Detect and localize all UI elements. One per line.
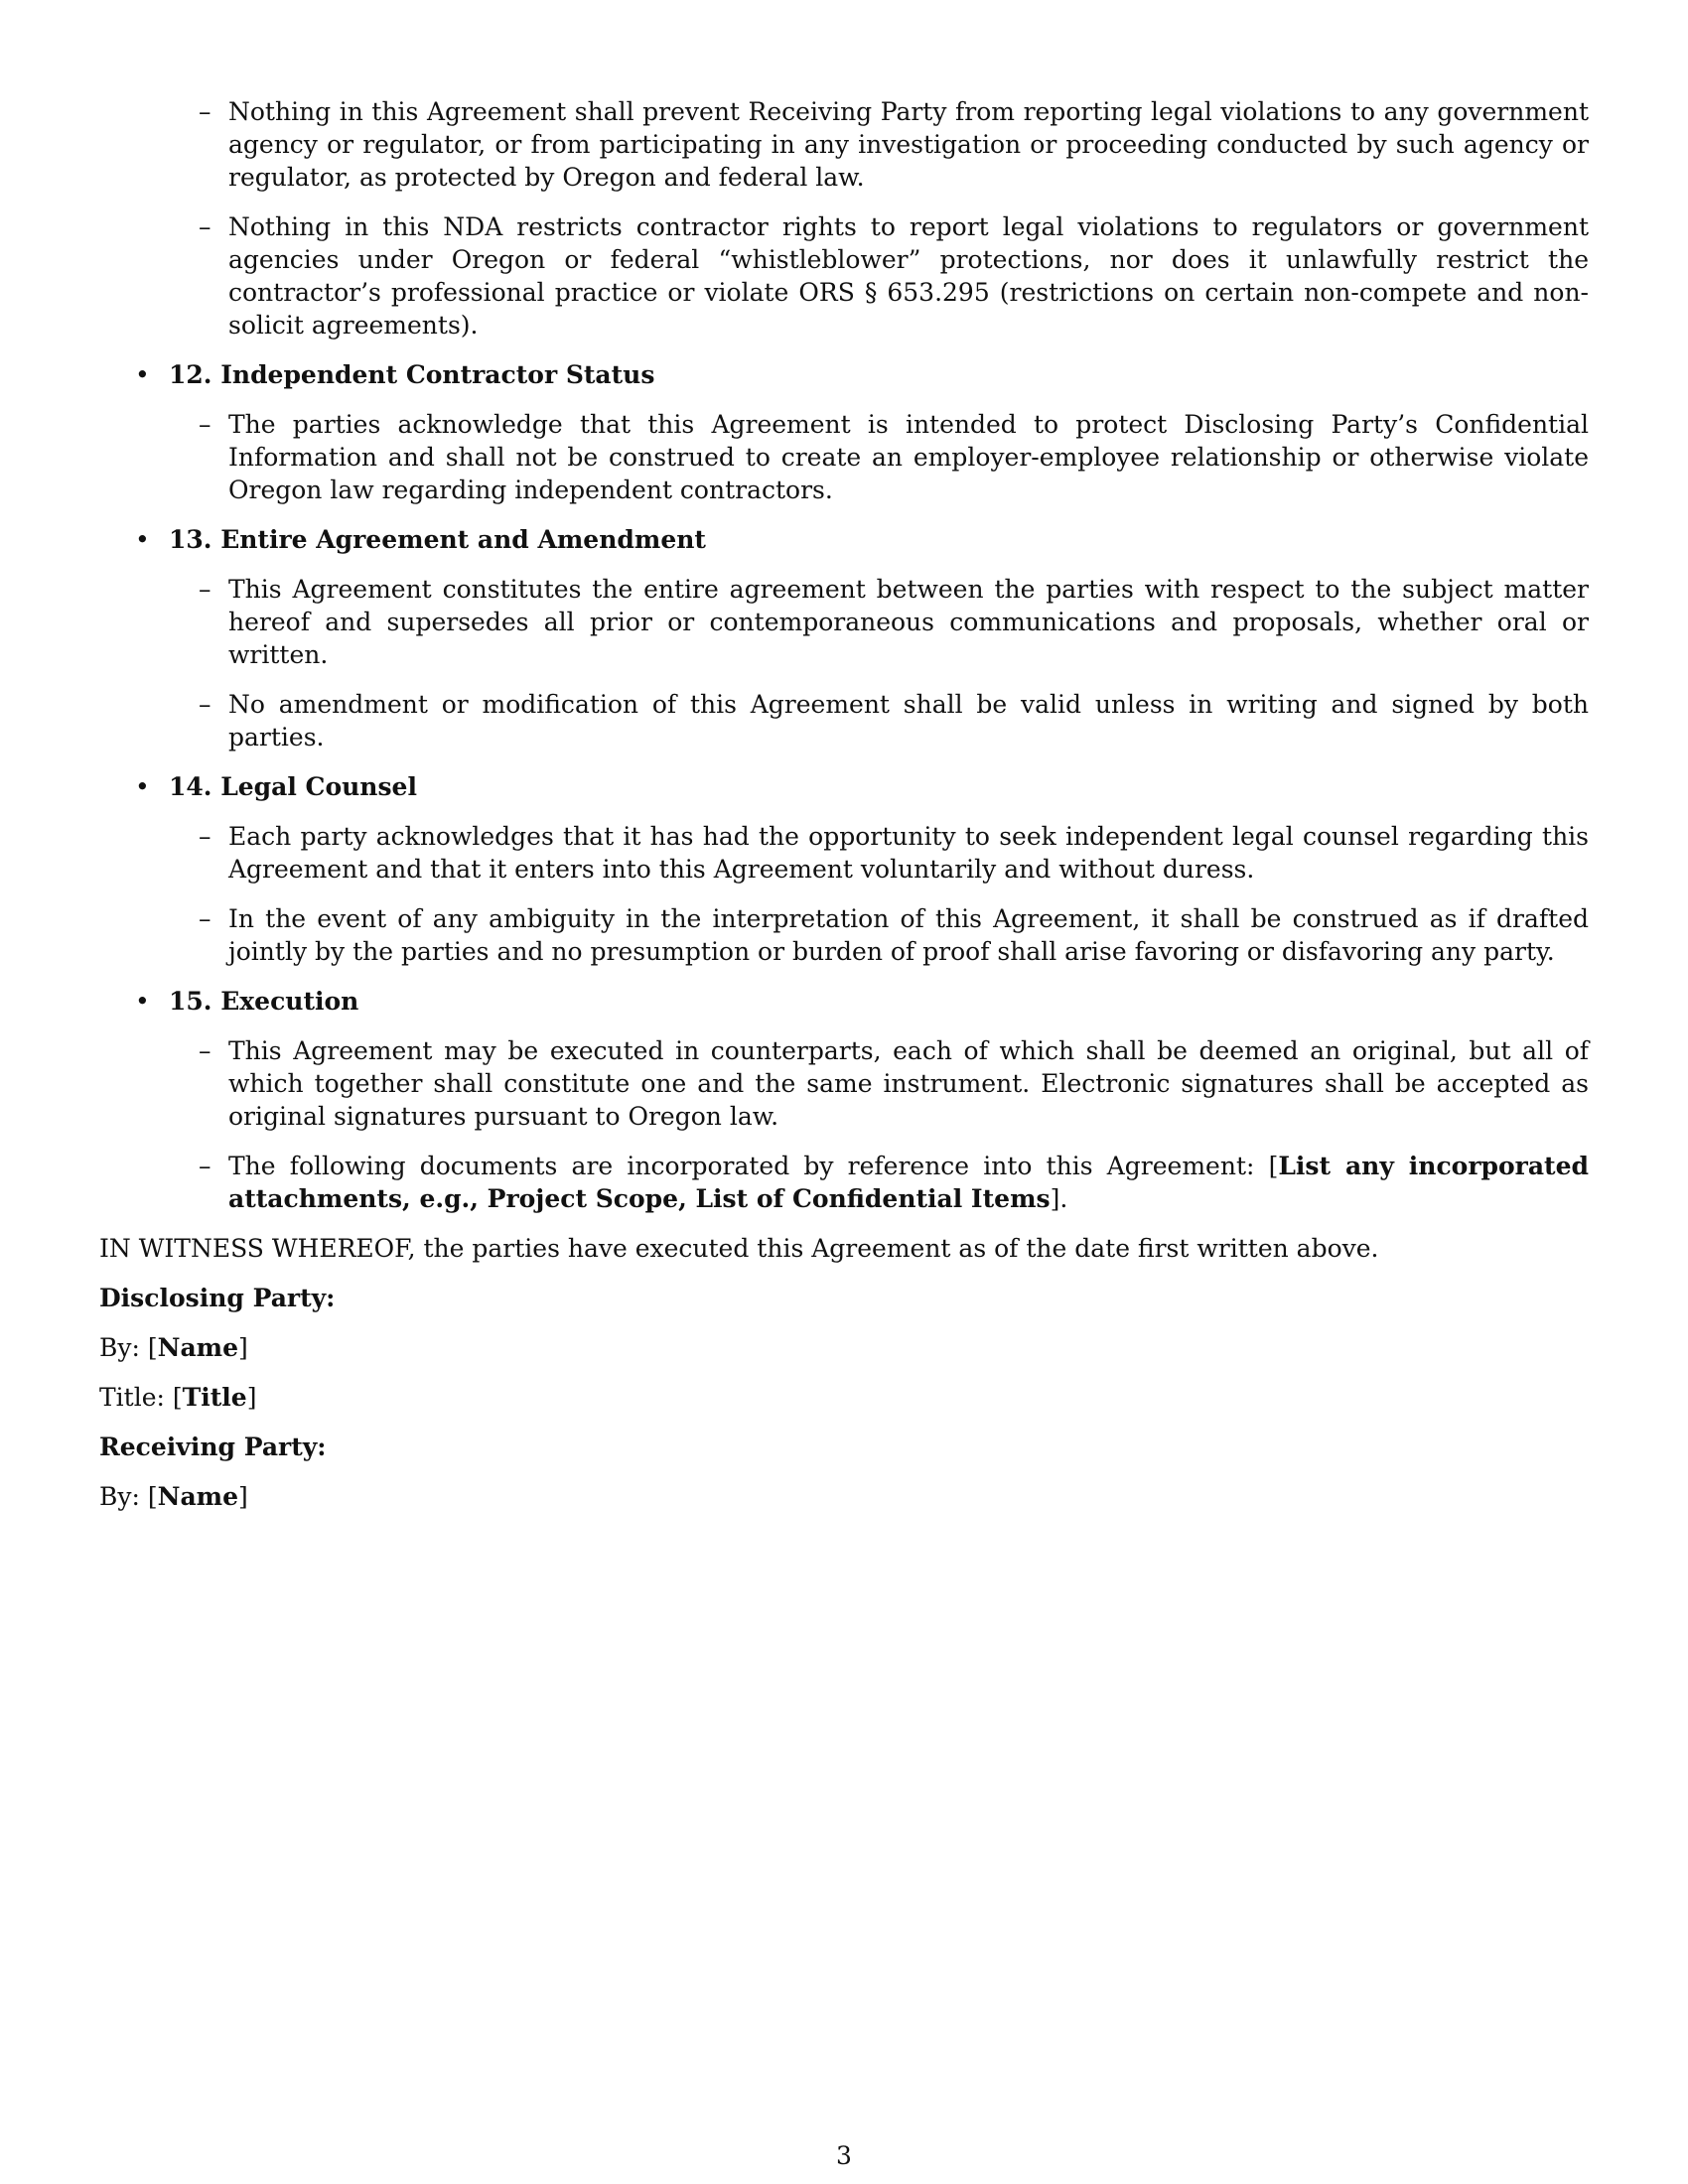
disclosing-title-line: Title: [Title]	[99, 1383, 257, 1412]
clause-11-item-1: – Nothing in this Agreement shall prevent Receiving Party from reporting legal violations to any government agency or regulator, or from participating in any investigation or proceeding conducted by such agency or regulator, as protected by Oregon and federal law.	[199, 97, 1589, 192]
attachments-placeholder: List any incorporated attachments, e.g., Project Scope, List of Confidential Items	[228, 1152, 1589, 1213]
disclosing-name-placeholder: Name	[157, 1333, 239, 1362]
clause-12-item-1: – The parties acknowledge that this Agreement is intended to protect Disclosing Party’s Confidential Information and shall not be construed to create an employer-employee relationship or otherwise violate Oregon law regarding independent contractors.	[199, 410, 1589, 504]
clause-15-item-1: – This Agreement may be executed in counterparts, each of which shall be deemed an original, but all of which together shall constitute one and the same instrument. Electronic signatures shall be accepted as original signatures pursuant to Oregon law.	[199, 1036, 1589, 1131]
section-14-heading: • 14. Legal Counsel	[135, 772, 417, 801]
page-number: 3	[836, 2141, 852, 2170]
disclosing-party-label: Disclosing Party:	[99, 1284, 336, 1312]
section-12-heading: • 12. Independent Contractor Status	[135, 360, 655, 389]
receiving-party-label: Receiving Party:	[99, 1433, 327, 1461]
section-13-heading: • 13. Entire Agreement and Amendment	[135, 525, 706, 554]
witness-statement: IN WITNESS WHEREOF, the parties have executed this Agreement as of the date first written above.	[99, 1234, 1379, 1263]
disclosing-by-line: By: [Name]	[99, 1333, 248, 1362]
receiving-by-line: By: [Name]	[99, 1482, 248, 1511]
document-page	[99, 95, 1589, 1530]
clause-14-item-2: – In the event of any ambiguity in the interpretation of this Agreement, it shall be construed as if drafted jointly by the parties and no presumption or burden of proof shall arise favoring or disfavoring any party.	[199, 904, 1589, 966]
disclosing-title-placeholder: Title	[182, 1383, 247, 1412]
clause-13-item-2: – No amendment or modification of this Agreement shall be valid unless in writing and signed by both parties.	[199, 690, 1589, 751]
receiving-name-placeholder: Name	[157, 1482, 239, 1511]
clause-13-item-1: – This Agreement constitutes the entire agreement between the parties with respect to the subject matter hereof and supersedes all prior or contemporaneous communications and proposals, whether oral or written.	[199, 575, 1589, 669]
clause-14-item-1: – Each party acknowledges that it has had the opportunity to seek independent legal counsel regarding this Agreement and that it enters into this Agreement voluntarily and without duress.	[199, 822, 1589, 884]
clause-11-item-2: – Nothing in this NDA restricts contractor rights to report legal violations to regulators or government agencies under Oregon or federal “whistleblower” protections, nor does it unlawfully restrict the contractor’s professional practice or violate ORS § 653.295 (restrictions on certain non-compete and non-solicit agreements).	[199, 212, 1589, 340]
section-15-heading: • 15. Execution	[135, 987, 359, 1016]
clause-15-item-2: – The following documents are incorporated by reference into this Agreement: [List any incorporated attachments, e.g., Project Scope, List of Confidential Items].	[199, 1152, 1589, 1213]
